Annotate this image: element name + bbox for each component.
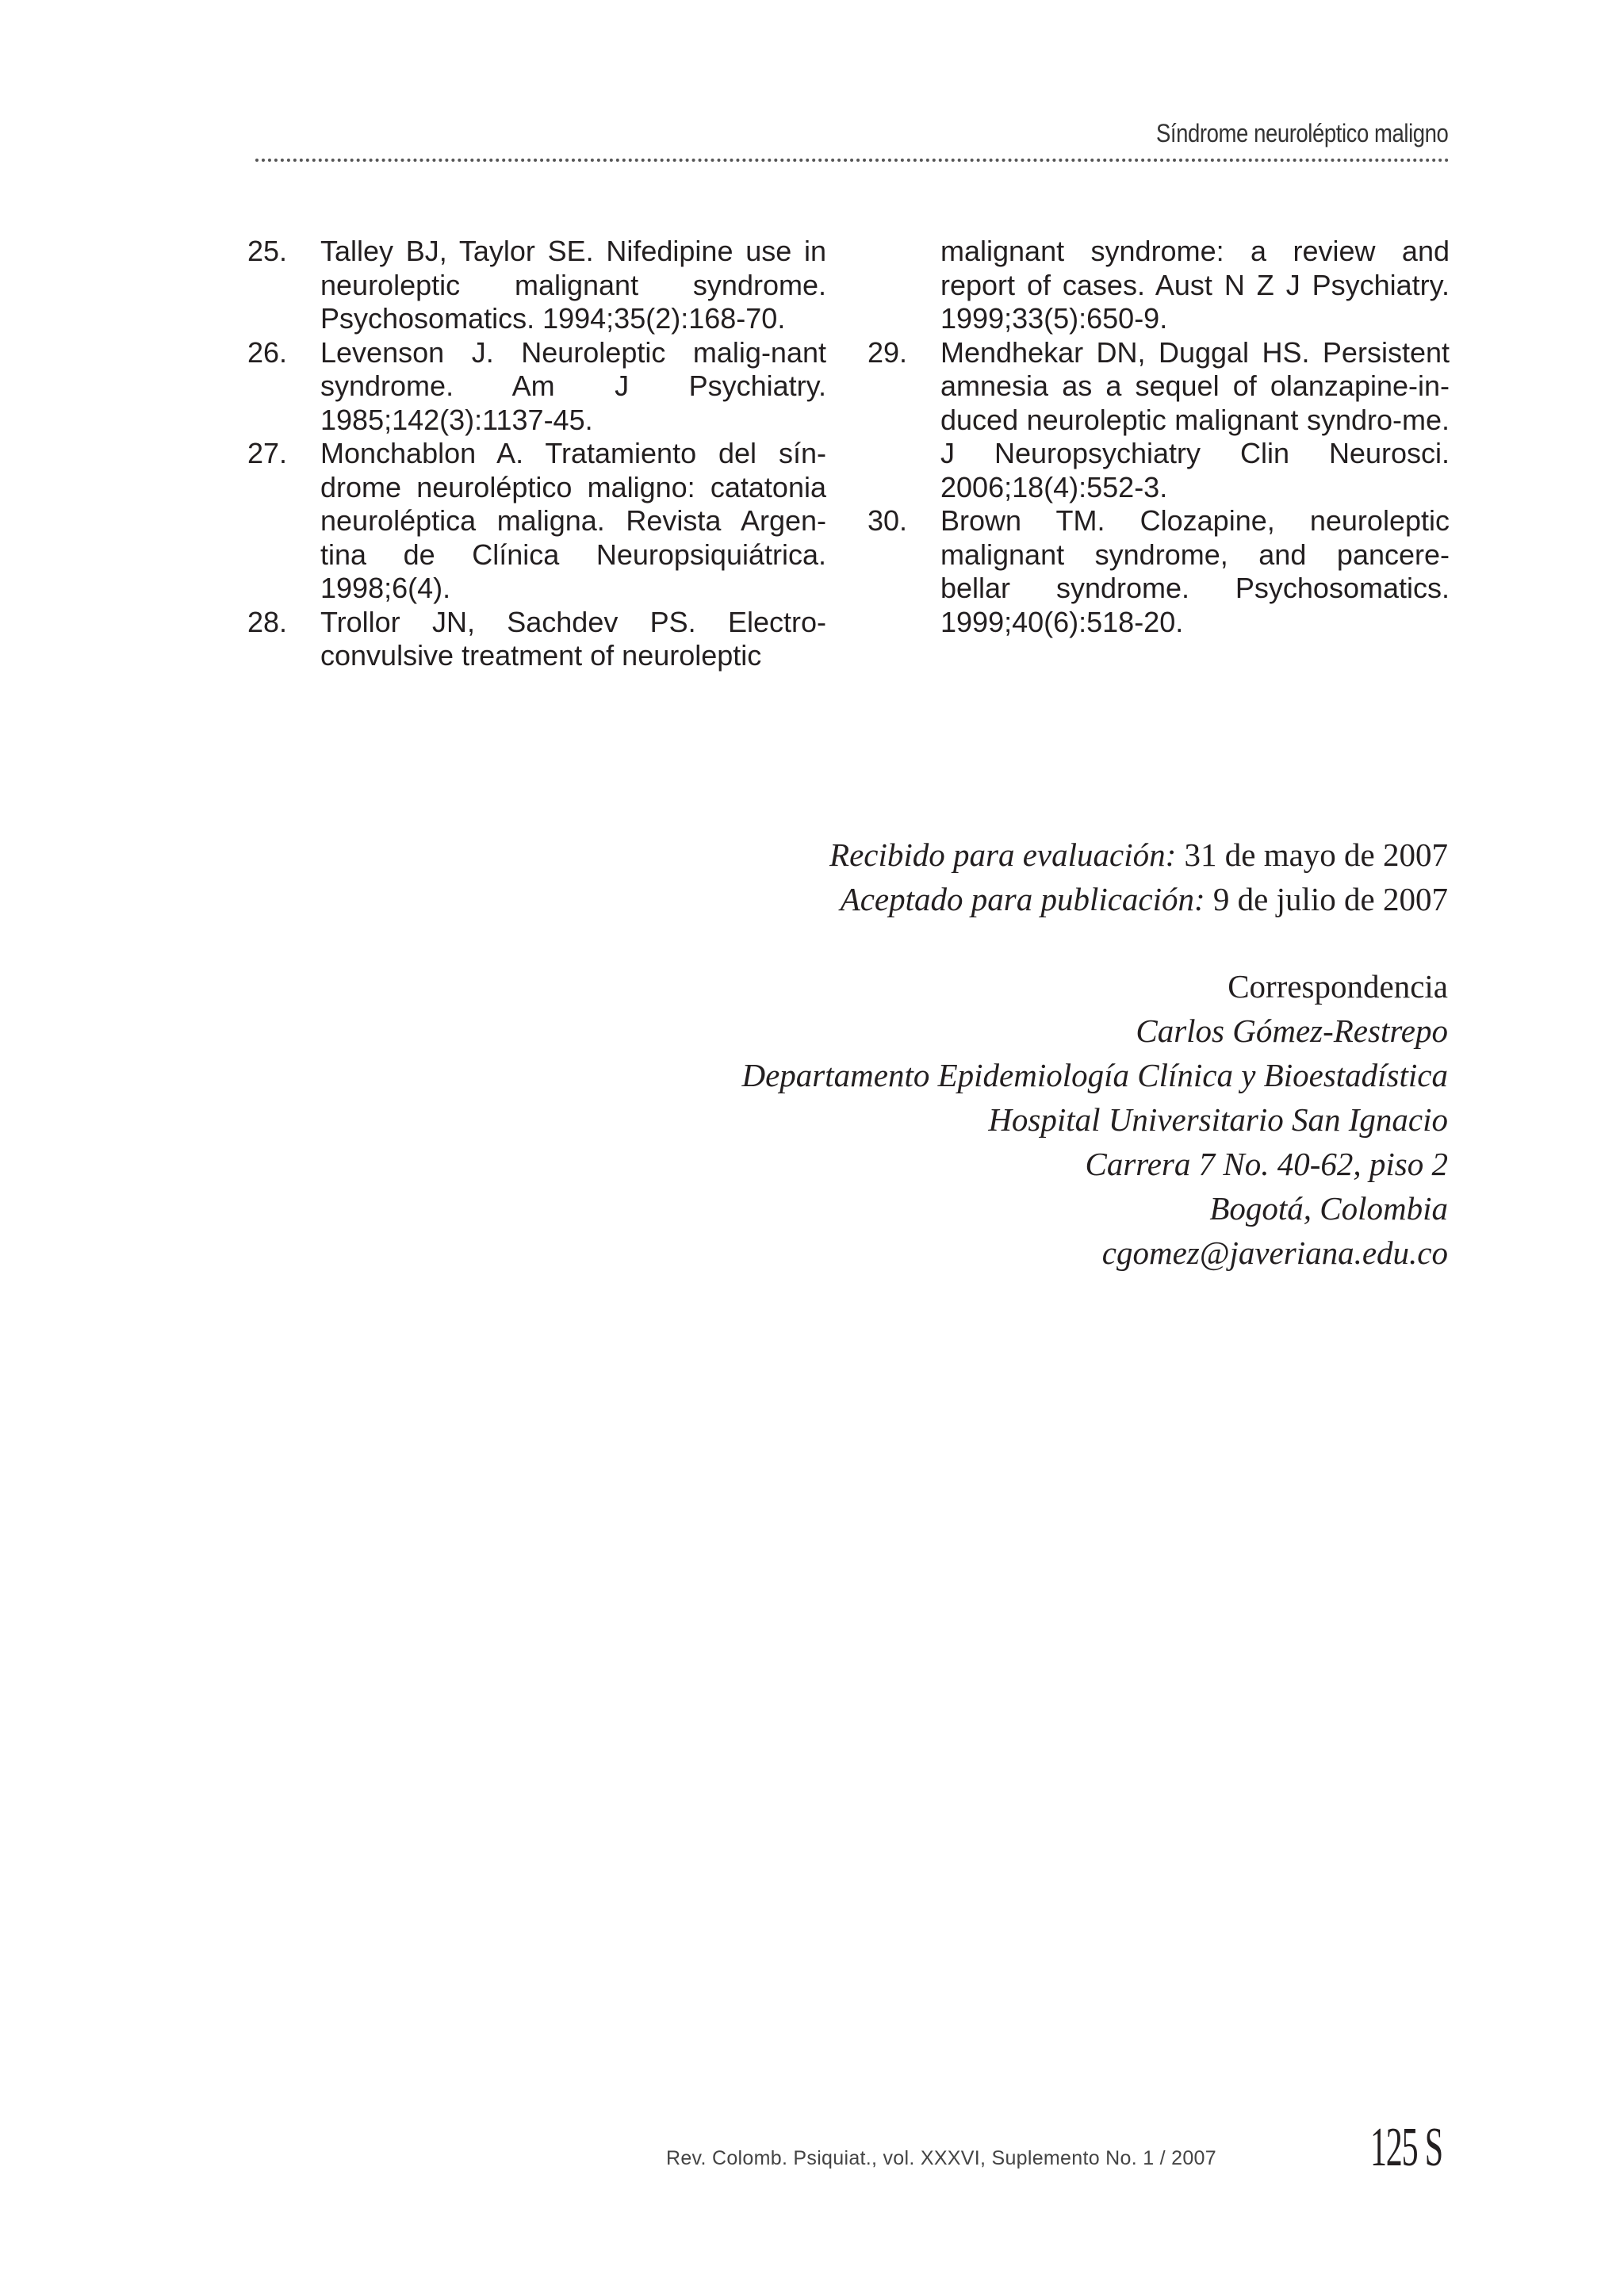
reference-item bbox=[247, 235, 826, 336]
reference-number: 27. bbox=[247, 437, 288, 469]
header-dotted-rule bbox=[255, 159, 1450, 162]
correspondence-heading: Correspondencia bbox=[1228, 968, 1448, 1005]
running-title: Síndrome neuroléptico maligno bbox=[1155, 119, 1448, 147]
reference-item bbox=[247, 336, 826, 438]
correspondence-email: cgomez@javeriana.edu.co bbox=[1101, 1235, 1448, 1271]
received-line bbox=[829, 833, 1448, 877]
correspondence-institution: Hospital Universitario San Ignacio bbox=[988, 1101, 1448, 1138]
reference-item bbox=[868, 504, 1450, 639]
references-left-column bbox=[247, 235, 826, 673]
reference-text: Trollor JN, Sachdev PS. Electro-convulsive treatment of neuroleptic bbox=[320, 605, 826, 672]
reference-item bbox=[868, 336, 1450, 505]
received-label: Recibido para evaluación: bbox=[829, 836, 1177, 873]
accepted-line bbox=[829, 877, 1448, 921]
correspondence-address: Carrera 7 No. 40-62, piso 2 bbox=[1085, 1146, 1448, 1182]
reference-number: 29. bbox=[868, 335, 908, 369]
reference-number: 25. bbox=[247, 235, 288, 267]
reference-number: 26. bbox=[247, 335, 288, 369]
reference-number: 30. bbox=[868, 504, 908, 537]
reference-text: Talley BJ, Taylor SE. Nifedipine use in neuroleptic malignant syndrome. Psychosomatics. 1994;35(2):168-70. bbox=[320, 235, 826, 335]
journal-citation: Rev. Colomb. Psiquiat., vol. XXXVI, Suplemento No. 1 / 2007 bbox=[666, 2147, 1216, 2169]
accepted-date: 9 de julio de 2007 bbox=[1205, 881, 1448, 917]
references-right-column bbox=[868, 235, 1450, 639]
correspondence-name: Carlos Gómez-Restrepo bbox=[1136, 1013, 1448, 1049]
reference-text: Brown TM. Clozapine, neuroleptic malignant syndrome, and pancere-bellar syndrome. Psychosomatics. 1999;40(6):518-20. bbox=[940, 504, 1450, 638]
page-number: 125 S bbox=[1370, 2117, 1442, 2178]
correspondence-department: Departamento Epidemiología Clínica y Bioestadística bbox=[741, 1057, 1448, 1093]
reference-text: malignant syndrome: a review and report of cases. Aust N Z J Psychiatry. 1999;33(5):650-9. bbox=[940, 235, 1450, 335]
reference-item bbox=[247, 606, 826, 673]
reference-item bbox=[247, 437, 826, 606]
correspondence-city: Bogotá, Colombia bbox=[1209, 1190, 1448, 1227]
submission-dates bbox=[829, 833, 1448, 921]
reference-text: Levenson J. Neuroleptic malig-nant syndrome. Am J Psychiatry. 1985;142(3):1137-45. bbox=[320, 335, 826, 436]
received-date: 31 de mayo de 2007 bbox=[1176, 836, 1448, 873]
reference-continuation bbox=[868, 235, 1450, 336]
reference-text: Monchablon A. Tratamiento del sín-drome neuroléptico maligno: catatonia neuroléptica maligna. Revista Argen-tina de Clínica Neuropsiquiátrica. 1998;6(4). bbox=[320, 437, 826, 604]
reference-text: Mendhekar DN, Duggal HS. Persistent amnesia as a sequel of olanzapine-in-duced neuroleptic malignant syndro-me. J Neuropsychiatry Clin Neurosci. 2006;18(4):552-3. bbox=[940, 335, 1450, 503]
correspondence-block bbox=[742, 964, 1449, 1275]
accepted-label: Aceptado para publicación: bbox=[840, 881, 1205, 917]
reference-number: 28. bbox=[247, 605, 288, 638]
